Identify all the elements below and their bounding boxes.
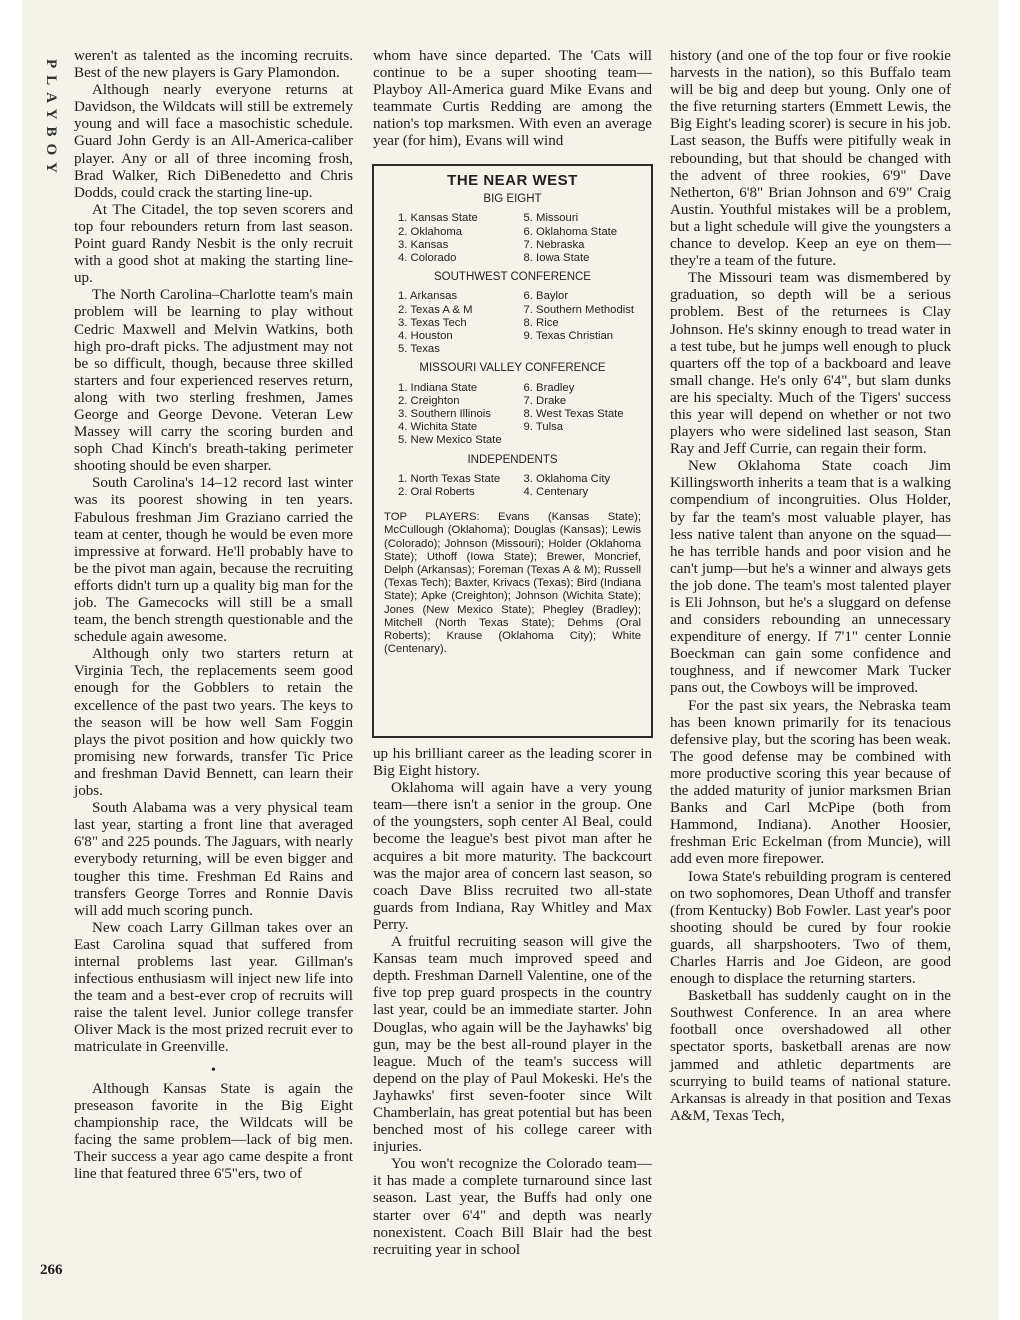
conference-rank-grid [384,212,641,265]
team-rank-entry: 9. Tulsa [523,421,564,434]
paragraph: For the past six years, the Nebraska team has been known primarily for its tenacious defensive play, but the scoring has been weak. The good defense may be combined with more productive scoring this year because of the added maturity of junior marksmen Brian Banks and Carl McPipe (both from Hammond, Indiana). Another Hoosier, freshman Eric Eckelman (from Muncie), will add even more firepower. [670,697,951,868]
team-rank-entry: 3. Southern Illinois [398,408,491,421]
team-rank-entry: 4. Wichita State [398,421,478,434]
paragraph: Although only two starters return at Virginia Tech, the replacements seem good enough for the Gobblers to retain the excellence of the past two years. The keys to the season will be how well Sam Foggin plays the pivot position and how quickly two promising new forwards, transfer Tic Price and freshman David Bennett, can learn their jobs. [74,646,353,800]
team-rank-entry: 2. Texas A & M [398,303,473,316]
team-rank-entry: 4. Colorado [398,252,457,265]
team-rank-entry: 8. West Texas State [523,408,624,421]
team-rank-entry [524,434,642,447]
conference-heading: INDEPENDENTS [467,453,558,466]
team-rank-entry: 1. Arkansas [398,290,458,303]
paragraph: history (and one of the top four or five rookie harvests in the nation), so this Buffalo team will be big and deep but young. Only one of the five returning starters (Emmett Lewis, the Big Eight's leading scorer) is secure in his job. Last season, the Buffs were pitifully weak in rebounding, but that should be changed with the advent of three rookies, 6'9" Dave Netherton, 6'8" Brian Johnson and 6'9" Craig Austin. Youthful mistakes will be a problem, but a light schedule will give the youngsters a chance to develop. Keep an eye on them—they're a team of the future. [670,48,951,270]
article-column-3 [670,48,951,1125]
paragraph: The Missouri team was dismembered by graduation, so depth will be a serious problem. Best of the returnees is Clay Johnson. He's skinny enough to tread water in a test tube, but he jumps well enough to pluck quarters off the top of a backboard and leave small change. He's only 6'4", but slam dunks are his specialty. Much of the Tigers' success this year will depend on whether or not two players who were sidelined last season, Stan Ray and Jeff Currie, can regain their form. [670,270,951,458]
team-rank-entry: 5. New Mexico State [398,434,502,447]
page-number: 266 [40,1262,63,1278]
conference-rank-grid [384,290,641,356]
team-rank-entry: 3. Texas Tech [398,316,467,329]
paragraph: You won't recognize the Colorado team—it has made a complete turnaround since last season. Last year, the Buffs had only one starter over 6'4" and depth was nearly nonexistent. Coach Bill Blair had the best recruiting year in school [373,1156,652,1258]
conference-rank-grid [384,382,641,448]
paragraph: Basketball has suddenly caught on in the Southwest Conference. In an area where football once overshadowed all other spectator sports, basketball arenas are now jammed and athletic departments are scurrying to build teams of national stature. Arkansas is already in that position and Texas A&M, Texas Tech, [670,988,951,1124]
sidebar-title: THE NEAR WEST [447,172,578,189]
paragraph: New Oklahoma State coach Jim Killingsworth inherits a team that is a walking compendium of incongruities. Olus Holder, by far the team's most valuable player, has less native talent than anyone on the squad—he has terrible hands and poor vision and he can't jump—but he's a winner and always gets the job done. The team's most talented player is Eli Johnson, but he's a sluggard on defense and considers rebounding an unnecessary expenditure of energy. If 7'1" center Lonnie Boeckman can gain some confidence and toughness, and if newcomer Mark Tucker pans out, the Cowboys will be improved. [670,458,951,697]
paragraph: Iowa State's rebuilding program is centered on two sophomores, Dean Uthoff and transfer (from Kentucky) Bob Fowler. Last year's poor shooting should be cured by four rookie guards, all sharpshooters. Two of them, Charles Harris and Joe Gideon, are good enough to displace the returning starters. [670,868,951,988]
team-rank-entry: 6. Bradley [523,381,575,394]
paragraph: A fruitful recruiting season will give the Kansas team much improved speed and depth. Freshman Darnell Valentine, one of the five top prep guard prospects in the country last year, could be an immediate starter. John Douglas, who again will be the Jayhawks' big gun, may be the best all-round player in the league. Much of the team's success will depend on the play of Paul Mokeski. He's the Jayhawks' first seven-footer since Wilt Chamberlain, has great potential but has been benched most of his college career with injuries. [373,934,652,1156]
team-rank-entry: 2. Oklahoma [398,225,463,238]
article-column-1 [74,48,353,1183]
paragraph: South Carolina's 14–12 record last winter was its poorest showing in ten years. Fabulous freshman Jim Graziano carried the team at center, though he would be even more impressive at forward. He'll probably have to be the pivot man again, because the recruiting efforts didn't turn up a quality big man for the job. The Gamecocks will still be a small team, the bench strength questionable and the schedule again awesome. [74,475,353,646]
magazine-name: PLAYBOY [42,58,59,180]
team-rank-entry: 7. Drake [523,394,567,407]
paragraph: Although nearly everyone returns at Davidson, the Wildcats will still be extremely young and will face a masochistic schedule. Guard John Gerdy is an All-America-caliber player. Any or all of three incoming frosh, Brad Walker, Rich DiBenedetto and Chris Dodds, could crack the starting line-up. [74,82,353,201]
paragraph: South Alabama was a very physical team last year, starting a front line that averaged 6'8" and 225 pounds. The Jaguars, with nearly everybody returning, will be even bigger and tougher this time. Freshman Ed Rains and transfers George Torres and Ronnie Davis will add much scoring punch. [74,800,353,919]
team-rank-entry: 8. Iowa State [523,252,590,265]
team-rank-entry: 2. Oral Roberts [398,486,475,499]
article-column-2-top [373,48,652,151]
magazine-title-vertical [40,44,60,194]
team-rank-entry: 7. Southern Methodist [523,303,635,316]
team-rank-entry: 3. Kansas [398,238,449,251]
team-rank-entry: 3. Oklahoma City [523,472,611,485]
team-rank-entry: 1. Indiana State [398,381,478,394]
team-rank-entry: 5. Texas [398,343,440,356]
team-rank-entry: 8. Rice [523,316,559,329]
article-column-2-bottom [373,746,652,1259]
team-rank-entry: 5. Missouri [523,212,579,225]
near-west-sidebar-box [372,164,653,738]
team-rank-entry: 4. Centenary [523,486,589,499]
paragraph: Oklahoma will again have a very young team—there isn't a senior in the group. One of the youngsters, soph center Al Beal, could become the league's best pivot man after he acquires a bit more maturity. The backcourt was the major area of concern last season, so coach Dave Bliss recruited two all-state guards from Indiana, Ray Whitley and Max Perry. [373,780,652,933]
team-rank-entry: 1. North Texas State [398,472,501,485]
team-rank-entry: 9. Texas Christian [523,330,614,343]
section-divider: • [211,1062,216,1078]
team-rank-entry: 2. Creighton [398,394,460,407]
team-rank-entry: 4. Houston [398,330,453,343]
paragraph: New coach Larry Gillman takes over an East Carolina squad that suffered from internal problems last year. Gillman's infectious enthusiasm will inject new life into the team and a best-ever crop of recruits will raise the talent level. Junior college transfer Oliver Mack is the most prized recruit ever to matriculate in Greenville. [74,919,353,1056]
paragraph: The North Carolina–Charlotte team's main problem will be learning to play without Cedric Maxwell and Melvin Watkins, both high pro-draft picks. The adjustment may not be so difficult, though, because three skilled starters and four experienced reserves return, along with two sterling freshmen, James George and George Devone. Veteran Lew Massey will carry the scoring burden and soph Chad Kinch's breath-taking perimeter shooting should be even sharper. [74,287,353,475]
conference-heading: BIG EIGHT [483,193,542,206]
team-rank-entry: 6. Baylor [523,290,569,303]
team-rank-entry: 6. Oklahoma State [523,225,618,238]
top-players-list: TOP PLAYERS: Evans (Kansas State); McCullough (Oklahoma); Douglas (Kansas); Lewis (Colorado); Johnson (Missouri); Holder (Oklahoma State); Uthoff (Iowa State); Brewer, Moncrief, Delph (Arkansas); Foreman (Texas A & M); Russell (Texas Tech); Baxter, Krivacs (Texas); Bird (Indiana State); Apke (Creighton); Johnson (Wichita State); Jones (New Mexico State); Phegley (Bradley); Mitchell (North Texas State); Dehms (Oral Roberts); Krause (Oklahoma City); White (Centenary). [384,511,641,656]
team-rank-entry: 1. Kansas State [398,212,478,225]
paragraph: weren't as talented as the incoming recruits. Best of the new players is Gary Plamondon. [74,48,353,82]
paragraph: whom have since departed. The 'Cats will continue to be a super shooting team—Playboy All-America guard Mike Evans and teammate Curtis Redding are among the nation's top marksmen. With even an average year (for him), Evans will wind [373,48,652,150]
conference-rank-grid [384,473,641,499]
team-rank-entry: 7. Nebraska [523,238,585,251]
conference-rankings [384,193,641,499]
conference-heading: SOUTHWEST CONFERENCE [434,271,591,284]
conference-heading: MISSOURI VALLEY CONFERENCE [419,362,606,375]
team-rank-entry [524,343,642,356]
paragraph: Although Kansas State is again the preseason favorite in the Big Eight championship race, the Wildcats will be facing the same problem—lack of big men. Their success a year ago came despite a front line that featured three 6'5"ers, two of [74,1080,353,1183]
paragraph: up his brilliant career as the leading scorer in Big Eight history. [373,746,652,780]
paragraph: At The Citadel, the top seven scorers and top four rebounders return from last season. Point guard Randy Nesbit is the only recruit with a good shot at making the starting line-up. [74,201,353,287]
